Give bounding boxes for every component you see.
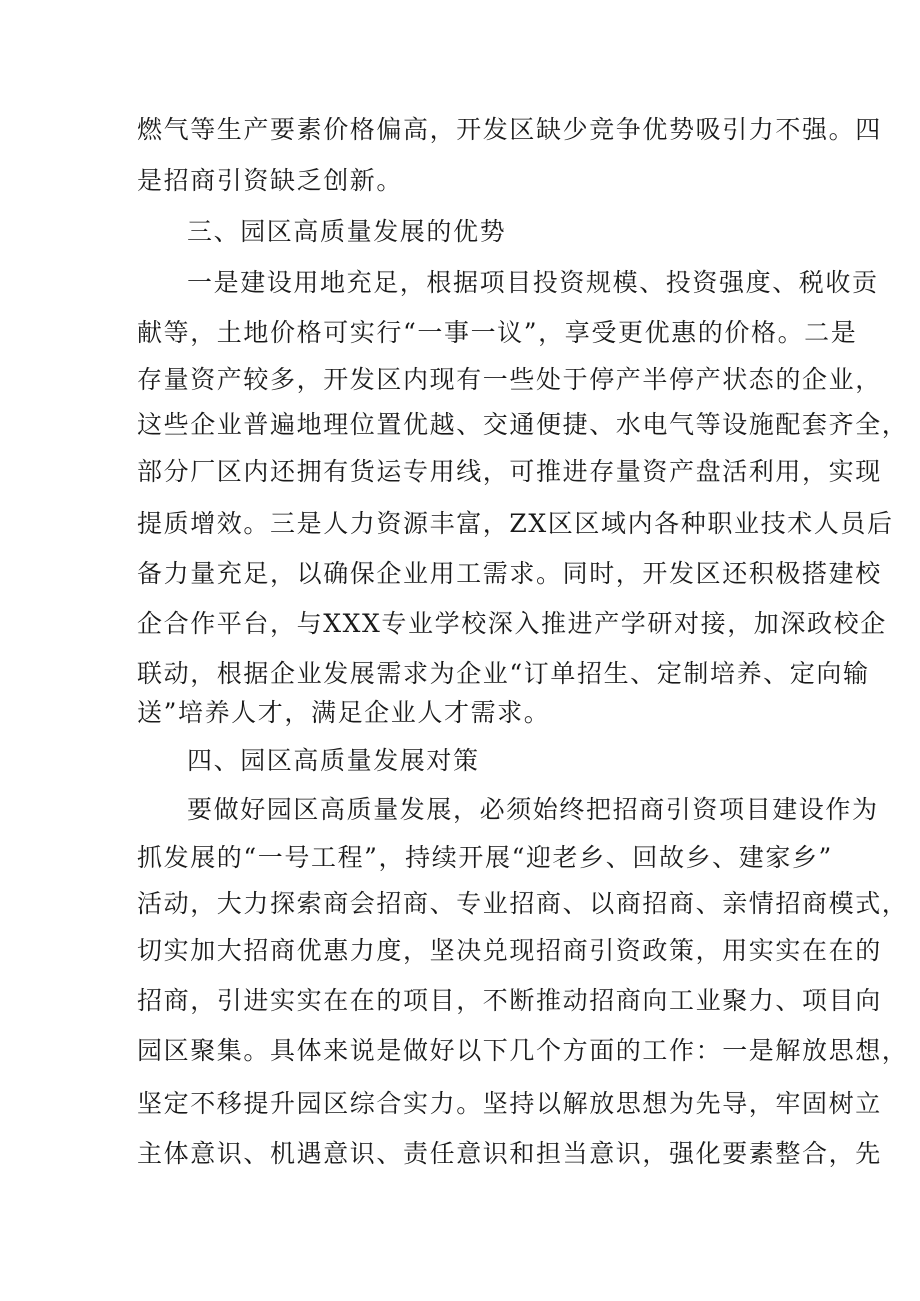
body-text-line: 提质增效。三是人力资源丰富，ZX区区域内各种职业技术人员后 <box>137 509 894 538</box>
body-text-line: 坚定不移提升园区综合实力。坚持以解放思想为先导，牢固树立 <box>137 1089 882 1118</box>
paragraph-first-line: 要做好园区高质量发展，必须始终把招商引资项目建设作为 <box>187 795 879 824</box>
body-text-line: 送”培养人才，满足企业人才需求。 <box>137 698 551 727</box>
section-heading: 四、园区高质量发展对策 <box>187 746 480 775</box>
paragraph-first-line: 一是建设用地充足，根据项目投资规模、投资强度、税收贡 <box>187 268 879 297</box>
body-text-line: 是招商引资缺乏创新。 <box>137 166 404 195</box>
body-text-line: 燃气等生产要素价格偏高，开发区缺少竞争优势吸引力不强。四 <box>137 115 882 144</box>
body-text-line: 活动，大力探索商会招商、专业招商、以商招商、亲情招商模式， <box>137 889 909 918</box>
body-text-line: 这些企业普遍地理位置优越、交通便捷、水电气等设施配套齐全， <box>137 410 909 439</box>
body-text-line: 献等，土地价格可实行“一事一议”，享受更优惠的价格。二是 <box>137 318 858 347</box>
body-text-line: 主体意识、机遇意识、责任意识和担当意识，强化要素整合，先 <box>137 1139 882 1168</box>
body-text-line: 联动，根据企业发展需求为企业“订单招生、定制培养、定向输 <box>137 659 870 688</box>
body-text-line: 招商，引进实实在在的项目，不断推动招商向工业聚力、项目向 <box>137 986 882 1015</box>
body-text-line: 存量资产较多，开发区内现有一些处于停产半停产状态的企业， <box>137 365 882 394</box>
body-text-line: 切实加大招商优惠力度，坚决兑现招商引资政策，用实实在在的 <box>137 936 882 965</box>
body-text-line: 部分厂区内还拥有货运专用线，可推进存量资产盘活利用，实现 <box>137 457 882 486</box>
body-text-line: 企合作平台，与XXX专业学校深入推进产学研对接，加深政校企 <box>137 609 887 638</box>
body-text-line: 备力量充足，以确保企业用工需求。同时，开发区还积极搭建校 <box>137 559 882 588</box>
body-text-line: 抓发展的“一号工程”，持续开展“迎老乡、回故乡、建家乡” <box>137 843 833 872</box>
body-text-line: 园区聚集。具体来说是做好以下几个方面的工作：一是解放思想， <box>137 1036 909 1065</box>
section-heading: 三、园区高质量发展的优势 <box>187 217 507 246</box>
